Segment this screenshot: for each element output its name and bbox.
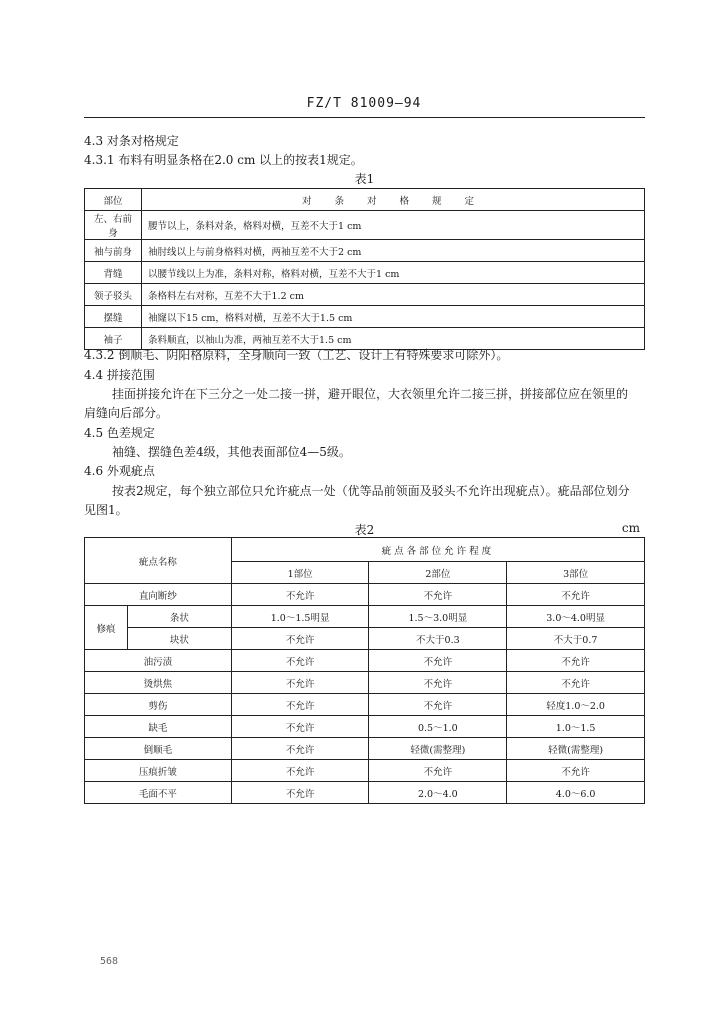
value-cell: 不允许 xyxy=(369,694,507,716)
value-cell: 2.0～4.0 xyxy=(369,782,507,804)
table2-name-header: 疵点名称 xyxy=(85,538,232,584)
rule-cell: 以腰节线以上为准，条料对称，格料对横，互差不大于1 cm xyxy=(142,262,645,284)
table-row xyxy=(85,628,645,650)
value-cell: 4.0～6.0 xyxy=(507,782,645,804)
table-row xyxy=(85,782,645,804)
defect-name: 倒顺毛 xyxy=(85,738,232,760)
section-4-3-2: 4.3.2 倒顺毛、阴阳格原料，全身顺向一致（工艺、设计上有特殊要求可除外）。 xyxy=(84,348,509,362)
section-4-6-para-cont: 见图1。 xyxy=(84,503,128,517)
rule-cell: 袖窿以下15 cm，格料对横，互差不大于1.5 cm xyxy=(142,306,645,328)
value-cell: 轻微(需整理) xyxy=(507,738,645,760)
table1-col2-header: 对 条 对 格 规 定 xyxy=(142,189,645,211)
table2-col-header: 3部位 xyxy=(507,562,645,584)
part-cell: 背缝 xyxy=(85,262,142,284)
rule-cell: 条格料左右对称，互差不大于1.2 cm xyxy=(142,284,645,306)
value-cell: 不允许 xyxy=(231,760,369,782)
standard-code: FZ/T 81009—94 xyxy=(306,96,422,111)
value-cell: 1.0～1.5明显 xyxy=(231,606,369,628)
table2 xyxy=(84,537,645,804)
table-row xyxy=(85,716,645,738)
value-cell: 不允许 xyxy=(369,584,507,606)
section-4-3-heading: 4.3 对条对格规定 xyxy=(84,134,179,148)
value-cell: 不允许 xyxy=(369,760,507,782)
rule-cell: 条料顺直，以袖山为准，两袖互差不大于1.5 cm xyxy=(142,328,645,350)
value-cell: 1.5～3.0明显 xyxy=(369,606,507,628)
table2-header-row xyxy=(85,538,645,562)
table1 xyxy=(84,188,645,350)
value-cell: 不大于0.7 xyxy=(507,628,645,650)
table-row xyxy=(85,584,645,606)
part-cell: 袖子 xyxy=(85,328,142,350)
defect-name: 油污渍 xyxy=(85,650,232,672)
value-cell: 不允许 xyxy=(231,672,369,694)
table-row xyxy=(85,240,645,262)
table-row xyxy=(85,650,645,672)
defect-name: 剪伤 xyxy=(85,694,232,716)
section-4-4-para-cont: 肩缝向后部分。 xyxy=(84,406,169,420)
value-cell: 不允许 xyxy=(507,760,645,782)
table-row xyxy=(85,262,645,284)
value-cell: 不允许 xyxy=(507,584,645,606)
value-cell: 1.0～1.5 xyxy=(507,716,645,738)
defect-name: 块状 xyxy=(128,628,232,650)
rule-cell: 袖肘线以上与前身格料对横，两袖互差不大于2 cm xyxy=(142,240,645,262)
value-cell: 不允许 xyxy=(231,650,369,672)
value-cell: 不允许 xyxy=(369,672,507,694)
value-cell: 不允许 xyxy=(231,694,369,716)
value-cell: 不允许 xyxy=(507,650,645,672)
header-rule xyxy=(84,117,645,118)
page-number: 568 xyxy=(100,956,119,967)
value-cell: 不允许 xyxy=(231,782,369,804)
table-row xyxy=(85,606,645,628)
table1-caption: 表1 xyxy=(354,172,375,186)
table-row xyxy=(85,694,645,716)
part-cell: 袖与前身 xyxy=(85,240,142,262)
value-cell: 不允许 xyxy=(507,672,645,694)
value-cell: 不允许 xyxy=(231,584,369,606)
table-row xyxy=(85,738,645,760)
table-row xyxy=(85,284,645,306)
table2-col-header: 2部位 xyxy=(369,562,507,584)
table1-col1-header: 部位 xyxy=(85,189,142,211)
section-4-4-heading: 4.4 拼接范围 xyxy=(84,368,155,382)
value-cell: 3.0～4.0明显 xyxy=(507,606,645,628)
defect-name: 毛面不平 xyxy=(85,782,232,804)
table1-header-row xyxy=(85,189,645,211)
section-4-6-para: 按表2规定，每个独立部位只允许疵点一处（优等品前领面及驳头不允许出现疵点）。疵品部位划分 xyxy=(112,484,630,498)
section-4-4-para: 挂面拼接允许在下三分之一处二接一拼，避开眼位，大衣领里允许二接三拼，拼接部位应在领里的 xyxy=(112,387,629,401)
table-row xyxy=(85,211,645,240)
value-cell: 不允许 xyxy=(369,650,507,672)
section-4-6-heading: 4.6 外观疵点 xyxy=(84,464,155,478)
table-row xyxy=(85,306,645,328)
section-4-5-heading: 4.5 色差规定 xyxy=(84,426,155,440)
defect-name: 烫烘焦 xyxy=(85,672,232,694)
value-cell: 轻度1.0～2.0 xyxy=(507,694,645,716)
defect-name: 直向断纱 xyxy=(85,584,232,606)
defect-name: 缺毛 xyxy=(85,716,232,738)
value-cell: 不允许 xyxy=(231,628,369,650)
value-cell: 不大于0.3 xyxy=(369,628,507,650)
defect-name: 压痕折皱 xyxy=(85,760,232,782)
table2-unit: cm xyxy=(621,521,640,535)
part-cell: 左、右前身 xyxy=(85,211,142,240)
value-cell: 不允许 xyxy=(231,738,369,760)
part-cell: 摆缝 xyxy=(85,306,142,328)
rule-cell: 腰节以上，条料对条，格料对横，互差不大于1 cm xyxy=(142,211,645,240)
defect-name: 条状 xyxy=(128,606,232,628)
table2-caption: 表2 xyxy=(354,523,375,537)
table2-group-header: 疵点各部位允许程度 xyxy=(231,538,644,562)
part-cell: 领子驳头 xyxy=(85,284,142,306)
value-cell: 轻微(需整理) xyxy=(369,738,507,760)
table-row xyxy=(85,760,645,782)
section-4-5-para: 袖缝、摆缝色差4级，其他表面部位4—5级。 xyxy=(112,445,351,459)
xiuhen-label: 修痕 xyxy=(85,606,128,650)
value-cell: 不允许 xyxy=(231,716,369,738)
section-4-3-1: 4.3.1 布料有明显条格在2.0 cm 以上的按表1规定。 xyxy=(84,153,363,167)
value-cell: 0.5～1.0 xyxy=(369,716,507,738)
table2-col-header: 1部位 xyxy=(231,562,369,584)
table-row xyxy=(85,672,645,694)
